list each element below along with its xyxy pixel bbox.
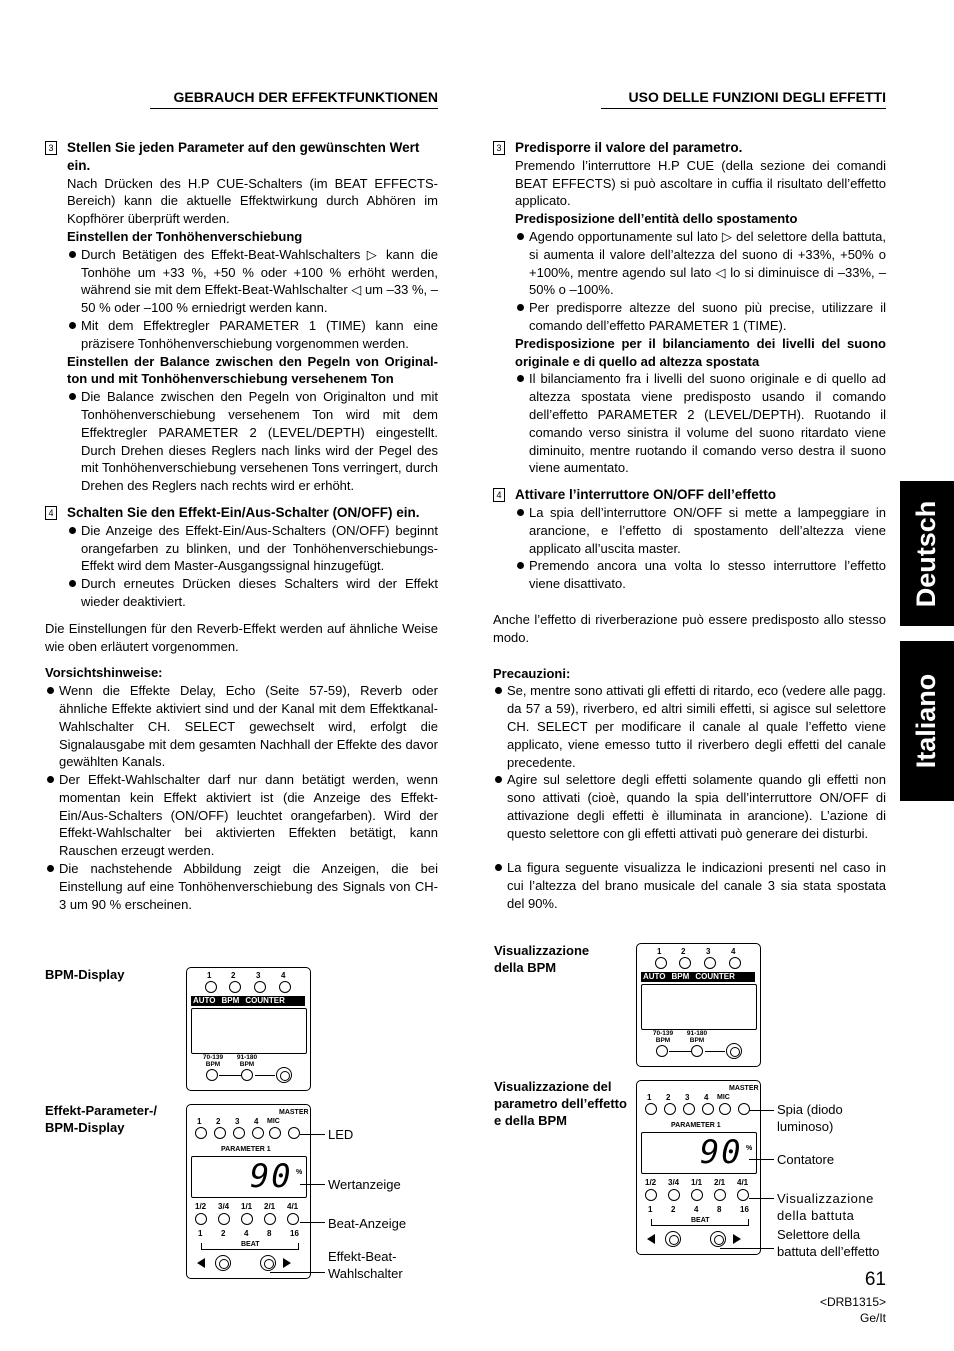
- caution-heading: Vorsichtshinweise:: [45, 665, 163, 681]
- bpm-display-panel: [186, 967, 311, 1091]
- unit-label: %: [296, 1169, 303, 1176]
- bpm-button-inner: [730, 1047, 740, 1057]
- channel-led: [704, 957, 716, 969]
- channel-number: 2: [681, 947, 686, 956]
- auto-label: AUTO: [193, 996, 216, 1005]
- subheading: Einstellen der Tonhöhenverschiebung: [67, 228, 303, 244]
- beat-led: [218, 1213, 230, 1225]
- auto-bpm-counter-bar: [641, 972, 755, 982]
- step-title: Attivare l’interruttore ON/OFF dell’effetto: [515, 487, 777, 503]
- channel-number: 2: [231, 971, 236, 980]
- counter-label: COUNTER: [245, 996, 285, 1005]
- channel-led: [279, 981, 291, 993]
- auto-label: AUTO: [643, 972, 666, 981]
- beat-number: 8: [717, 1205, 722, 1214]
- beat-label: BEAT: [241, 1241, 260, 1248]
- param-display-label: Effekt-Parameter-/ BPM-Display: [45, 1103, 157, 1135]
- subheading: Einstellen der Balance zwischen den Pegeln von Original-ton und mit Tonhöhenverschiebung versehenem Ton: [67, 353, 438, 387]
- callout-line: [300, 1184, 325, 1185]
- left-arrow-icon: [197, 1258, 205, 1268]
- bpm-label: BPM: [671, 972, 690, 981]
- channel-led: [214, 1127, 226, 1139]
- master-label: MASTER: [279, 1109, 309, 1116]
- bpm-display-panel: [636, 943, 761, 1067]
- value-readout: 90: [250, 1157, 293, 1195]
- channel-number: 1: [207, 971, 212, 980]
- beat-led: [264, 1213, 276, 1225]
- page-number: 61: [864, 1269, 886, 1290]
- step-number: 4: [45, 506, 57, 520]
- beat-number: 16: [740, 1205, 749, 1214]
- beat-fraction: 2/1: [264, 1202, 276, 1211]
- beat-fraction: 1/1: [241, 1202, 253, 1211]
- callout-selector: Selettore della battuta dell’effetto: [777, 1227, 880, 1259]
- beat-fraction: 1/2: [195, 1202, 207, 1211]
- beat-number: 8: [267, 1229, 272, 1238]
- beat-number: 4: [694, 1205, 699, 1214]
- channel-number: 1: [647, 1093, 652, 1102]
- italian-column: [493, 88, 886, 913]
- range-led: [206, 1069, 218, 1081]
- bpm-display-label: Visualizzazione della BPM: [494, 943, 590, 975]
- italian-step-4: [493, 486, 886, 504]
- beat-led: [645, 1189, 657, 1201]
- channel-led: [233, 1127, 245, 1139]
- channel-number: 2: [666, 1093, 671, 1102]
- callout-beat: Beat-Anzeige: [328, 1216, 407, 1231]
- beat-led: [714, 1189, 726, 1201]
- channel-led: [252, 1127, 264, 1139]
- beat-number: 4: [244, 1229, 249, 1238]
- button-inner: [264, 1259, 274, 1269]
- param-display-label: Visualizzazione del parametro dell’effetto e della BPM: [494, 1079, 627, 1128]
- step-number: 3: [45, 141, 57, 155]
- range-line: [669, 1051, 691, 1052]
- bullet-item: Durch Betätigen des Effekt-Beat-Wahlschalters ▷ kann die Tonhöhe um +33 %, +50 % oder +100 % erhöht werden, während sie mit dem Effekt-Beat-Wahlschalter ◁ um –33 %, –50 % oder –100 % erniedrigt werden kann.: [67, 246, 438, 317]
- beat-fraction: 2/1: [714, 1178, 726, 1187]
- bpm-label: BPM: [221, 996, 240, 1005]
- step-number: 3: [493, 141, 505, 155]
- parameter-label: PARAMETER 1: [221, 1146, 271, 1153]
- bullet-item: Se, mentre sono attivati gli effetti di ritardo, eco (vedere alle pagg. da 57 a 59), riverbero, ed altri simili effetti, si agisce sul selettore CH. SELECT per modificare il canale al quale l’effetto viene applicato, viene emesso tutto il riverbero degli effetti del canale precedente.: [493, 682, 886, 771]
- channel-number: 4: [704, 1093, 709, 1102]
- document-code: <DRB1315>: [819, 1295, 886, 1309]
- unit-label: %: [746, 1145, 753, 1152]
- german-column: [45, 88, 438, 913]
- bullet-item: Mit dem Effektregler PARAMETER 1 (TIME) kann eine präzisere Tonhöhenverschiebung vorgenommen werden.: [67, 317, 438, 353]
- channel-number: 1: [657, 947, 662, 956]
- value-lcd: [191, 1156, 307, 1198]
- channel-led: [655, 957, 667, 969]
- range-label: 91-180 BPM: [686, 1030, 708, 1044]
- range-label: 70-139 BPM: [202, 1054, 224, 1068]
- bpm-lcd: [191, 1008, 307, 1054]
- beat-led: [668, 1189, 680, 1201]
- callout-line: [300, 1134, 325, 1135]
- bullet-item: Wenn die Effekte Delay, Echo (Seite 57-59), Reverb oder ähnliche Effekte aktiviert sind und der Kanal mit dem Effektkanal-Wahlschalter CH. SELECT gewechselt wird, erfolgt die Signalausgabe mit dem gesamten Nachhall der Effekte des davor gewählten Kanals.: [45, 682, 438, 771]
- beat-select-right-button: [710, 1231, 726, 1247]
- channel-led: [205, 981, 217, 993]
- german-step-3: [45, 139, 438, 175]
- bullet-item: Durch erneutes Drücken dieses Schalters wird der Effekt wieder deaktiviert.: [67, 575, 438, 611]
- callout-beat: Visualizzazione della battuta: [777, 1191, 874, 1223]
- bullet-item: La figura seguente visualizza le indicazioni presenti nel caso in cui l’altezza del brano musicale del canale 3 sia stata spostata del 90%.: [493, 859, 886, 912]
- parameter-display-panel: [186, 1104, 311, 1279]
- range-line: [255, 1075, 275, 1076]
- callout-value: Wertanzeige: [328, 1177, 401, 1192]
- subheading: Predisposizione dell’entità dello spostamento: [515, 211, 798, 227]
- bpm-button-inner: [280, 1071, 290, 1081]
- master-led: [288, 1127, 300, 1139]
- mic-label: MIC: [267, 1118, 280, 1125]
- master-led: [738, 1103, 750, 1115]
- counter-label: COUNTER: [695, 972, 735, 981]
- step-title: Stellen Sie jeden Parameter auf den gewünschten Wert ein.: [67, 140, 420, 173]
- range-led: [656, 1045, 668, 1057]
- callout-line: [749, 1198, 774, 1199]
- master-label: MASTER: [729, 1085, 759, 1092]
- language-code: Ge/It: [859, 1311, 886, 1325]
- bullet-item: Die Anzeige des Effekt-Ein/Aus-Schalters (ON/OFF) beginnt orangefarben zu blinken, und der Tonhöhenverschiebungs-Effekt wird dem Master-Ausgangssignal hinzugefügt.: [67, 522, 438, 575]
- callout-line: [749, 1159, 774, 1160]
- callout-line: [270, 1272, 325, 1273]
- beat-fraction: 1/1: [691, 1178, 703, 1187]
- bullet-item: La spia dell’interruttore ON/OFF si mette a lampeggiare in arancione, e l’effetto di spostamento dell’altezza viene applicato all’uscita master.: [515, 504, 886, 557]
- button-inner: [669, 1235, 679, 1245]
- auto-bpm-counter-bar: [191, 996, 305, 1006]
- left-arrow-icon: [647, 1234, 655, 1244]
- beat-led: [691, 1189, 703, 1201]
- channel-led: [645, 1103, 657, 1115]
- paragraph: Premendo l’interruttore H.P CUE (della sezione dei comandi BEAT EFFECTS) si può ascoltare in cuffia il risultato dell’effetto applicato.: [515, 157, 886, 209]
- channel-led: [195, 1127, 207, 1139]
- button-inner: [714, 1235, 724, 1245]
- channel-led: [702, 1103, 714, 1115]
- channel-led: [664, 1103, 676, 1115]
- german-section-header: GEBRAUCH DER EFFEKTFUNKTIONEN: [150, 88, 438, 109]
- beat-number: 1: [198, 1229, 203, 1238]
- tab-label: Italiano: [911, 673, 942, 769]
- beat-select-left-button: [215, 1255, 231, 1271]
- channel-number: 1: [197, 1117, 202, 1126]
- callout-line: [720, 1248, 774, 1249]
- beat-led: [737, 1189, 749, 1201]
- step-title: Schalten Sie den Effekt-Ein/Aus-Schalter (ON/OFF) ein.: [67, 504, 420, 520]
- callout-value: Contatore: [777, 1152, 835, 1167]
- channel-number: 4: [281, 971, 286, 980]
- step-number: 4: [493, 488, 505, 502]
- parameter-display-panel: [636, 1080, 761, 1255]
- callout-line: [749, 1110, 774, 1111]
- bullet-item: Agendo opportunamente sul lato ▷ del selettore della battuta, si aumenta il valore dell’altezza del suono di +33%, +50% o +100%, mentre agendo sul lato ◁ lo si diminuisce di –33%, –50% o –100%.: [515, 228, 886, 299]
- german-step-4: [45, 504, 438, 522]
- bullet-item: Der Effekt-Wahlschalter darf nur dann betätigt werden, wenn momentan kein Effekt aktiviert ist (die Anzeige des Effekt-Ein/Aus-Schalters (ON/OFF) leuchtet orangefarben). Wird der Effekt-Wahlschalter bei aktivierten Effekten betätigt, kann Rauschen erzeugt werden.: [45, 771, 438, 860]
- beat-number: 2: [221, 1229, 226, 1238]
- beat-led: [287, 1213, 299, 1225]
- italian-section-header: USO DELLE FUNZIONI DEGLI EFFETTI: [601, 88, 886, 109]
- parameter-label: PARAMETER 1: [671, 1122, 721, 1129]
- button-inner: [219, 1259, 229, 1269]
- bullet-item: Per predisporre altezze del suono più precise, utilizzare il comando dell’effetto PARAMETER 1 (TIME).: [515, 299, 886, 335]
- beat-led: [241, 1213, 253, 1225]
- value-readout: 90: [700, 1133, 743, 1171]
- paragraph: Die Einstellungen für den Reverb-Effekt werden auf ähnliche Weise wie oben erläutert vorgenommen.: [45, 620, 438, 654]
- mic-led: [719, 1103, 731, 1115]
- beat-led: [195, 1213, 207, 1225]
- right-arrow-icon: [733, 1234, 741, 1244]
- channel-led: [229, 981, 241, 993]
- bullet-item: Agire sul selettore degli effetti solamente quando gli effetti non sono attivati (cioè, quando la spia dell’interruttore ON/OFF di attivazione degli effetti è illuminata in arancione). L’azione di questo selettore con gli effetti attivati può generare dei disturbi.: [493, 771, 886, 842]
- tab-deutsch: [900, 481, 954, 626]
- subheading: Predisposizione per il bilanciamento dei livelli del suono originale e di quello ad altezza spostata: [515, 335, 886, 369]
- beat-label: BEAT: [691, 1217, 710, 1224]
- callout-led: LED: [328, 1127, 354, 1142]
- range-led: [241, 1069, 253, 1081]
- bullet-item: Die Balance zwischen den Pegeln von Originalton und mit Tonhöhenverschiebung versehenem Ton wird mit dem Effektregler PARAMETER 2 (LEVEL/DEPTH) eingestellt. Durch Drehen dieses Reglers nach links wird der Pegel des mit Tonhöhenverschiebung versehenen Tons verringert, durch Drehen des Reglers nach rechts wird er erhöht.: [67, 388, 438, 495]
- right-arrow-icon: [283, 1258, 291, 1268]
- beat-number: 16: [290, 1229, 299, 1238]
- bpm-button: [276, 1067, 292, 1083]
- beat-fraction: 1/2: [645, 1178, 657, 1187]
- paragraph: Nach Drücken des H.P CUE-Schalters (im BEAT EFFECTS-Bereich) kann die aktuelle Effektwirkung durch Abhören im Kopfhörer überprüft werden.: [67, 175, 438, 227]
- range-led: [691, 1045, 703, 1057]
- beat-select-left-button: [665, 1231, 681, 1247]
- channel-number: 3: [235, 1117, 240, 1126]
- step-title: Predisporre il valore del parametro.: [515, 140, 743, 155]
- channel-led: [683, 1103, 695, 1115]
- channel-led: [254, 981, 266, 993]
- paragraph: Anche l’effetto di riverberazione può essere predisposto allo stesso modo.: [493, 611, 886, 645]
- range-label: 70-139 BPM: [652, 1030, 674, 1044]
- bullet-item: Il bilanciamento fra i livelli del suono originale e di quello ad altezza spostata viene predisposto usando il comando dell’effetto PARAMETER 2 (LEVEL/DEPTH). Ruotando il comando verso sinistra il volume del suono ritardato viene diminuito, mentre ruotando il comando verso destra il suono viene aumentato.: [515, 370, 886, 477]
- callout-led: Spia (diodo luminoso): [777, 1102, 843, 1134]
- range-label: 91-180 BPM: [236, 1054, 258, 1068]
- range-line: [219, 1075, 241, 1076]
- channel-number: 3: [685, 1093, 690, 1102]
- bpm-button: [726, 1043, 742, 1059]
- channel-number: 3: [706, 947, 711, 956]
- beat-select-right-button: [260, 1255, 276, 1271]
- beat-fraction: 3/4: [668, 1178, 680, 1187]
- beat-fraction: 4/1: [737, 1178, 749, 1187]
- channel-number: 2: [216, 1117, 221, 1126]
- value-lcd: [641, 1132, 757, 1174]
- range-line: [705, 1051, 725, 1052]
- channel-number: 4: [731, 947, 736, 956]
- caution-heading: Precauzioni:: [493, 665, 571, 681]
- bpm-lcd: [641, 984, 757, 1030]
- bullet-item: Die nachstehende Abbildung zeigt die Anzeigen, die bei Einstellung auf eine Tonhöhenverschiebung des Signals von CH-3 um 90 % erscheinen.: [45, 860, 438, 913]
- italian-step-3: [493, 139, 886, 157]
- callout-selector: Effekt-Beat-Wahlschalter: [328, 1249, 403, 1281]
- mic-led: [269, 1127, 281, 1139]
- channel-number: 3: [256, 971, 261, 980]
- bpm-display-label: BPM-Display: [45, 967, 125, 982]
- mic-label: MIC: [717, 1094, 730, 1101]
- tab-italiano: [900, 641, 954, 801]
- tab-label: Deutsch: [911, 500, 942, 607]
- beat-number: 1: [648, 1205, 653, 1214]
- beat-fraction: 3/4: [218, 1202, 230, 1211]
- channel-led: [679, 957, 691, 969]
- callout-line: [300, 1222, 325, 1223]
- beat-number: 2: [671, 1205, 676, 1214]
- channel-led: [729, 957, 741, 969]
- bullet-item: Premendo ancora una volta lo stesso interruttore l’effetto viene disattivato.: [515, 557, 886, 593]
- channel-number: 4: [254, 1117, 259, 1126]
- beat-fraction: 4/1: [287, 1202, 299, 1211]
